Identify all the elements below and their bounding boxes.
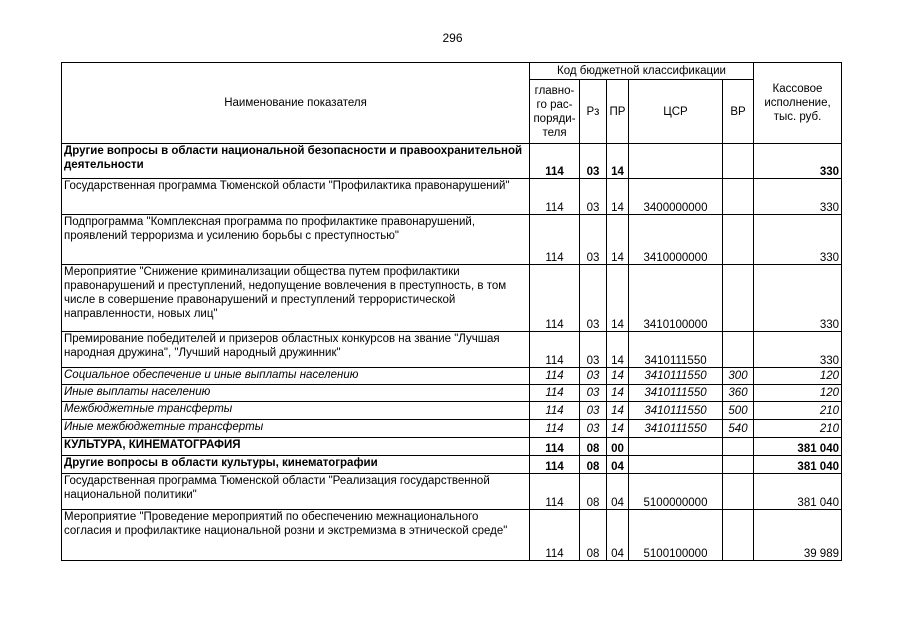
row-csr: 3410100000 [629, 265, 723, 332]
budget-table [61, 62, 842, 561]
row-vr: 300 [723, 368, 754, 385]
row-rz: 08 [580, 474, 607, 510]
row-gr: 114 [530, 265, 580, 332]
table-row [62, 438, 842, 456]
row-rz: 03 [580, 179, 607, 215]
row-csr: 3400000000 [629, 179, 723, 215]
row-rz: 08 [580, 456, 607, 474]
row-gr: 114 [530, 332, 580, 368]
row-sum: 330 [754, 215, 842, 265]
header-expense-type: ВР [723, 80, 754, 144]
row-name: Мероприятие "Проведение мероприятий по обеспечению межнационального согласия и профилактике национальной розни и экстремизма в этнической среде" [62, 510, 530, 561]
row-name: Социальное обеспечение и иные выплаты населению [62, 368, 530, 385]
row-gr: 114 [530, 510, 580, 561]
row-csr: 3410111550 [629, 368, 723, 385]
row-vr [723, 456, 754, 474]
table-row [62, 215, 842, 265]
row-name: Государственная программа Тюменской области "Профилактика правонарушений" [62, 179, 530, 215]
row-rz: 03 [580, 402, 607, 420]
row-rz: 03 [580, 144, 607, 179]
header-section: Рз [580, 80, 607, 144]
row-csr: 3410111550 [629, 402, 723, 420]
row-rz: 03 [580, 265, 607, 332]
row-name: Мероприятие "Снижение криминализации общества путем профилактики правонарушений и преступлений, недопущение вовлечения в преступность, в том числе в совершение правонарушений и преступлений террористической направленности, новых лиц" [62, 265, 530, 332]
row-csr: 3410111550 [629, 332, 723, 368]
row-pr: 04 [607, 510, 629, 561]
row-rz: 03 [580, 420, 607, 438]
row-sum: 210 [754, 402, 842, 420]
row-gr: 114 [530, 144, 580, 179]
row-name: Другие вопросы в области национальной безопасности и правоохранительной деятельности [62, 144, 530, 179]
row-vr [723, 332, 754, 368]
row-csr: 3410000000 [629, 215, 723, 265]
row-pr: 14 [607, 144, 629, 179]
row-pr: 14 [607, 332, 629, 368]
row-csr: 3410111550 [629, 420, 723, 438]
table-row [62, 332, 842, 368]
row-pr: 14 [607, 179, 629, 215]
row-name: Государственная программа Тюменской области "Реализация государственной национальной политики" [62, 474, 530, 510]
row-csr: 3410111550 [629, 385, 723, 402]
row-gr: 114 [530, 368, 580, 385]
header-cash-execution: Кассовое исполнение, тыс. руб. [754, 63, 842, 144]
row-gr: 114 [530, 179, 580, 215]
row-gr: 114 [530, 438, 580, 456]
row-name: Иные межбюджетные трансферты [62, 420, 530, 438]
row-pr: 14 [607, 385, 629, 402]
row-name: Межбюджетные трансферты [62, 402, 530, 420]
row-name: Премирование победителей и призеров областных конкурсов на звание "Лучшая народная дружина", "Лучший народный дружинник" [62, 332, 530, 368]
table-row [62, 144, 842, 179]
row-name: Подпрограмма "Комплексная программа по профилактике правонарушений, проявлений терроризма и усилению борьбы с преступностью" [62, 215, 530, 265]
row-pr: 14 [607, 368, 629, 385]
row-gr: 114 [530, 402, 580, 420]
header-main-manager: главно-го рас-поряди-теля [530, 80, 580, 144]
row-sum: 39 989 [754, 510, 842, 561]
row-sum: 120 [754, 385, 842, 402]
row-gr: 114 [530, 385, 580, 402]
row-sum: 381 040 [754, 474, 842, 510]
table-row [62, 420, 842, 438]
row-vr [723, 265, 754, 332]
row-pr: 14 [607, 402, 629, 420]
row-vr [723, 438, 754, 456]
row-csr [629, 438, 723, 456]
header-name: Наименование показателя [62, 63, 530, 144]
row-pr: 04 [607, 474, 629, 510]
table-row [62, 474, 842, 510]
row-gr: 114 [530, 215, 580, 265]
row-gr: 114 [530, 474, 580, 510]
table-row [62, 456, 842, 474]
table-row [62, 385, 842, 402]
row-vr [723, 474, 754, 510]
row-sum: 381 040 [754, 456, 842, 474]
row-rz: 08 [580, 438, 607, 456]
row-pr: 00 [607, 438, 629, 456]
page-number: 296 [442, 31, 463, 45]
row-vr: 540 [723, 420, 754, 438]
row-csr: 5100000000 [629, 474, 723, 510]
row-pr: 14 [607, 215, 629, 265]
header-subsection: ПР [607, 80, 629, 144]
table-row [62, 510, 842, 561]
row-vr: 360 [723, 385, 754, 402]
row-vr [723, 510, 754, 561]
row-sum: 210 [754, 420, 842, 438]
row-sum: 120 [754, 368, 842, 385]
table-row [62, 402, 842, 420]
header-budget-classification: Код бюджетной классификации [530, 63, 754, 80]
row-name: Другие вопросы в области культуры, кинематографии [62, 456, 530, 474]
row-sum: 330 [754, 332, 842, 368]
row-name: Иные выплаты населению [62, 385, 530, 402]
row-vr: 500 [723, 402, 754, 420]
row-csr [629, 144, 723, 179]
row-sum: 330 [754, 179, 842, 215]
row-name: КУЛЬТУРА, КИНЕМАТОГРАФИЯ [62, 438, 530, 456]
row-sum: 330 [754, 265, 842, 332]
row-gr: 114 [530, 420, 580, 438]
row-sum: 381 040 [754, 438, 842, 456]
row-pr: 14 [607, 420, 629, 438]
row-vr [723, 215, 754, 265]
row-pr: 04 [607, 456, 629, 474]
row-csr [629, 456, 723, 474]
row-rz: 03 [580, 385, 607, 402]
row-csr: 5100100000 [629, 510, 723, 561]
row-vr [723, 144, 754, 179]
row-gr: 114 [530, 456, 580, 474]
row-sum: 330 [754, 144, 842, 179]
table-row [62, 368, 842, 385]
row-vr [723, 179, 754, 215]
header-target-item: ЦСР [629, 80, 723, 144]
row-rz: 08 [580, 510, 607, 561]
table-row [62, 179, 842, 215]
table-row [62, 265, 842, 332]
row-rz: 03 [580, 215, 607, 265]
row-pr: 14 [607, 265, 629, 332]
row-rz: 03 [580, 368, 607, 385]
row-rz: 03 [580, 332, 607, 368]
